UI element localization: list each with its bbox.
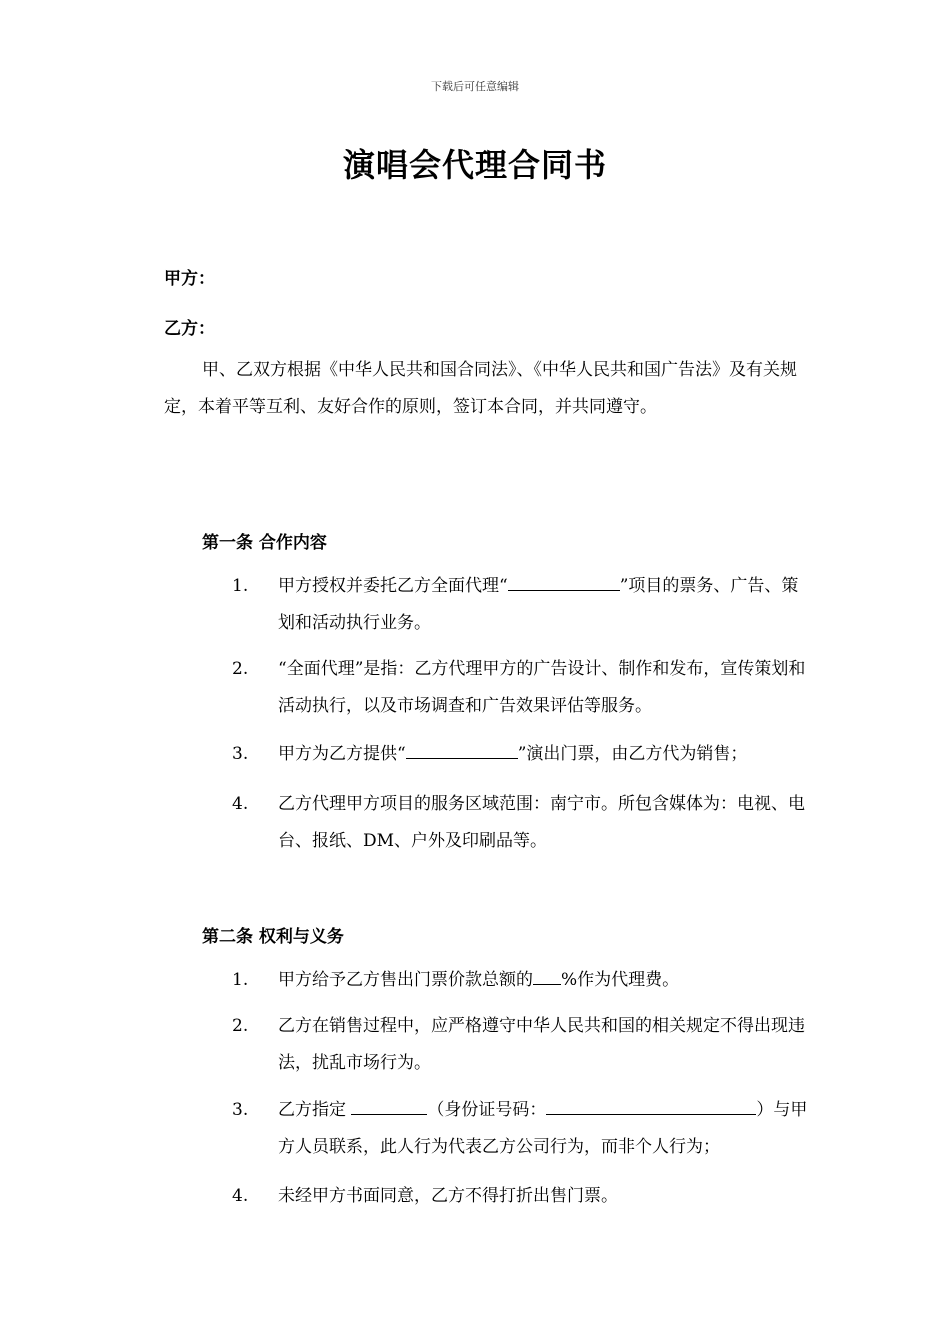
fill-blank[interactable]: [508, 572, 620, 591]
page-header: 下载后可任意编辑: [431, 80, 519, 93]
item-text: （身份证号码：: [427, 1100, 547, 1120]
item-text: 乙方代理甲方项目的服务区域范围：南宁市。所包含媒体为：电视、电台、报纸、DM、户外及印刷品等。: [278, 794, 805, 851]
item-number: 3.: [232, 1100, 249, 1120]
party-b-label: 乙方：: [164, 319, 215, 339]
fill-blank[interactable]: [406, 740, 518, 759]
fill-blank[interactable]: [351, 1096, 427, 1115]
article-2-heading: 第二条 权利与义务: [202, 927, 344, 947]
article-1-item-4: [232, 786, 812, 860]
article-2-item-3: [232, 1092, 812, 1166]
item-number: 1.: [232, 576, 249, 596]
item-text: 乙方在销售过程中，应严格遵守中华人民共和国的相关规定不得出现违法，扰乱市场行为。: [278, 1016, 805, 1073]
item-text: ”演出门票，由乙方代为销售；: [517, 744, 748, 764]
item-text: 甲方为乙方提供“: [278, 744, 406, 764]
item-number: 3.: [232, 744, 249, 764]
item-text: 甲方给予乙方售出门票价款总额的: [278, 970, 533, 990]
intro-paragraph: 甲、乙双方根据《中华人民共和国合同法》、《中华人民共和国广告法》及有关规定，本着平等互利、友好合作的原则，签订本合同，并共同遵守。: [164, 360, 797, 417]
article-1-item-2: [232, 651, 812, 725]
item-text: 甲方授权并委托乙方全面代理“: [278, 576, 508, 596]
item-text: ）与甲方人员联系，此人行为代表乙方公司行为，而非个人行为；: [278, 1100, 808, 1157]
item-number: 4.: [232, 794, 249, 814]
item-number: 2.: [232, 1016, 249, 1036]
item-text: %作为代理费。: [561, 970, 680, 990]
item-text: 乙方指定: [278, 1100, 352, 1120]
item-text: “全面代理”是指：乙方代理甲方的广告设计、制作和发布，宣传策划和活动执行，以及市场调查和广告效果评估等服务。: [278, 659, 806, 716]
item-text: 未经甲方书面同意，乙方不得打折出售门票。: [278, 1186, 618, 1206]
fill-blank[interactable]: [546, 1096, 756, 1115]
article-1-item-1: [232, 568, 812, 642]
item-number: 2.: [232, 659, 249, 679]
article-2-item-1: [232, 962, 812, 999]
party-a-label: 甲方：: [164, 269, 215, 289]
item-number: 4.: [232, 1186, 249, 1206]
article-2-item-2: [232, 1008, 812, 1082]
document-title: 演唱会代理合同书: [342, 146, 607, 184]
article-1-item-3: [232, 736, 812, 773]
item-number: 1.: [232, 970, 249, 990]
article-2-item-4: [232, 1178, 812, 1215]
item-text: ”项目的票务、广告、策划和活动执行业务。: [278, 576, 799, 633]
article-1-heading: 第一条 合作内容: [202, 533, 327, 553]
fill-blank[interactable]: [533, 966, 561, 985]
